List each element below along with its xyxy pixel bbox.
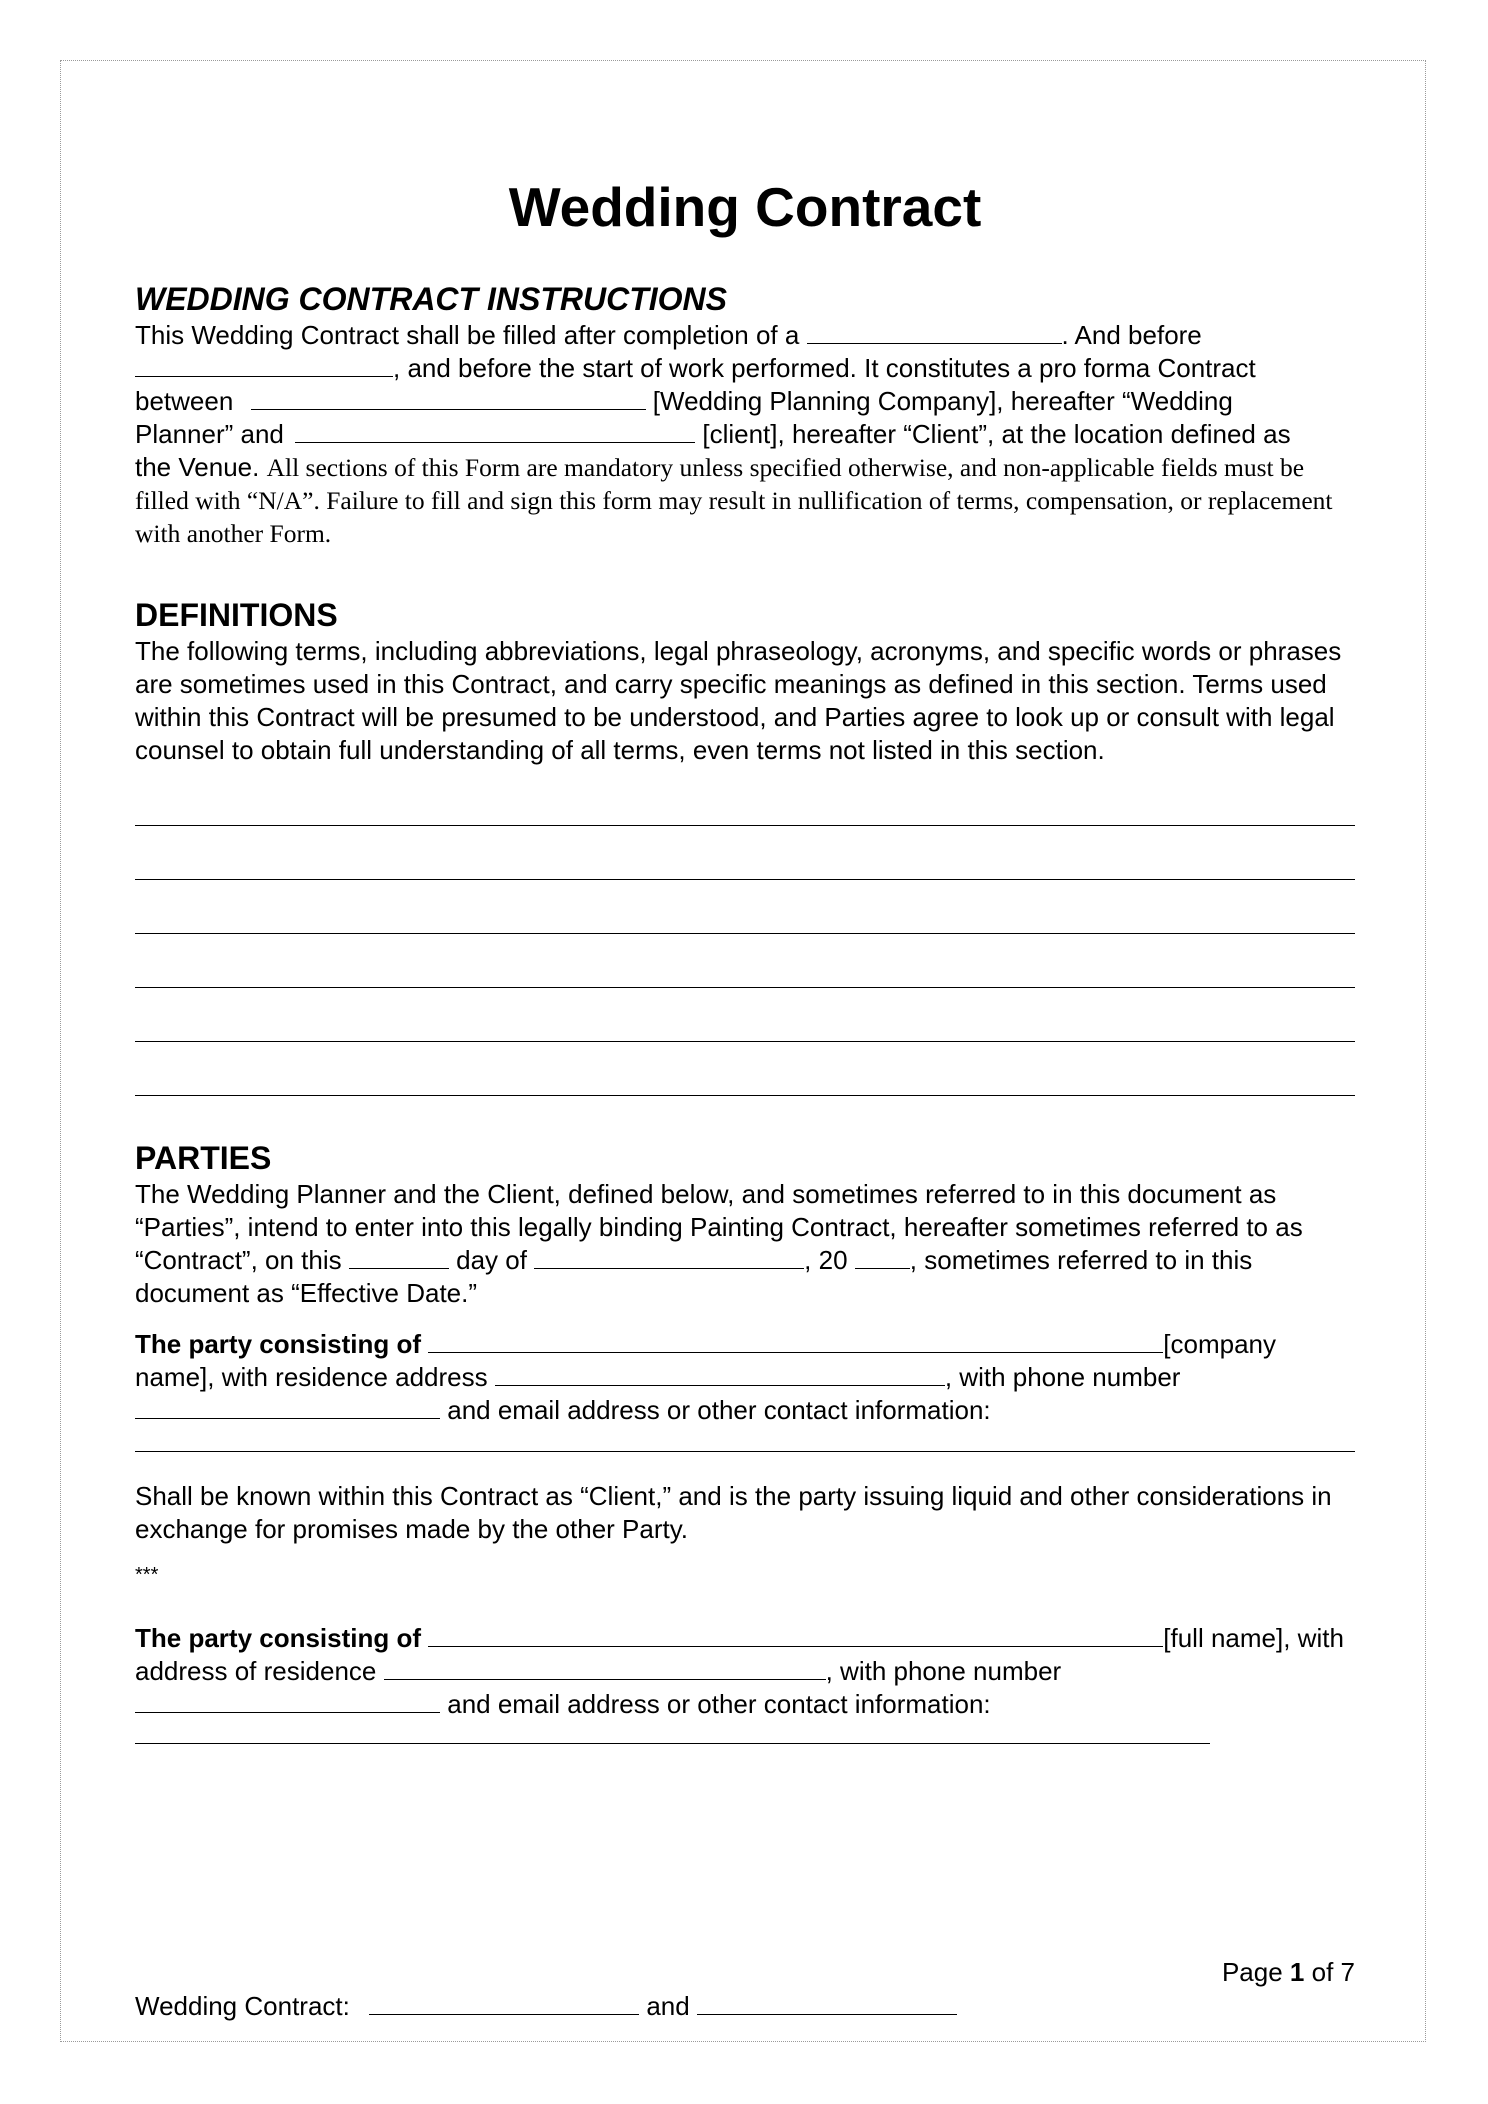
footer-party-one-blank[interactable] (369, 1990, 639, 2015)
party-one-text-b: , with phone number (944, 1362, 1181, 1392)
client-definition: Shall be known within this Contract as “Client,” and is the party issuing liquid and other considerations in exchange for promises made by the other Party. (135, 1481, 1332, 1544)
instructions-line-5 (135, 451, 1355, 550)
party-two-text-c: , with phone number (825, 1656, 1062, 1686)
footer-contract-line (135, 1990, 957, 2022)
document-body (135, 175, 1355, 1744)
instructions-line-3 (135, 385, 1355, 418)
planning-company-blank[interactable] (251, 385, 646, 410)
phone-number-blank-2[interactable] (135, 1688, 440, 1713)
contact-info-line-1[interactable] (135, 1427, 1355, 1452)
instructions-text-9: All sections of this Form are mandatory unless specified otherwise, and non-applicable fields must be filled with “N/A”. Failure to fill and sign this form may result in nullification of terms, compensation, or replacement with another Form. (135, 453, 1333, 548)
footer-party-two-blank[interactable] (697, 1990, 957, 2015)
party-one-text-c: and email address or other contact information: (447, 1395, 991, 1425)
instructions-text-7: [client], hereafter “Client”, at the location defined as (702, 419, 1291, 449)
instructions-heading: WEDDING CONTRACT INSTRUCTIONS (135, 281, 727, 317)
party-two-text-d: and email address or other contact information: (447, 1689, 991, 1719)
page-label: Page (1221, 1957, 1283, 1987)
definition-line-1[interactable] (135, 772, 1355, 826)
footer-contract-label: Wedding Contract: (135, 1991, 350, 2021)
party-one-block (135, 1328, 1355, 1427)
instructions-text-6: Planner” and (135, 419, 284, 449)
parties-text (135, 1178, 1355, 1310)
month-blank[interactable] (534, 1244, 804, 1269)
party-two-text-b: with address of residence (135, 1623, 1344, 1686)
party-two-text-a: [full name], (1163, 1623, 1291, 1653)
completion-blank[interactable] (807, 319, 1062, 344)
parties-text-2: day of (456, 1245, 527, 1275)
definition-line-2[interactable] (135, 826, 1355, 880)
instructions-line-2 (135, 352, 1355, 385)
instructions-text-3: , and before the start of work performed. It constitutes a pro forma Contract (393, 353, 1256, 383)
page-current: 1 (1289, 1957, 1305, 1987)
parties-text-3: , 20 (804, 1245, 848, 1275)
definition-line-5[interactable] (135, 988, 1355, 1042)
residence-address-blank-2[interactable] (384, 1655, 826, 1680)
footer-and: and (646, 1991, 690, 2021)
definition-line-3[interactable] (135, 880, 1355, 934)
definitions-heading: DEFINITIONS (135, 597, 338, 633)
party-two-lead: The party consisting of (135, 1623, 422, 1653)
instructions-text-2: . And before (1061, 320, 1202, 350)
full-name-blank[interactable] (428, 1622, 1163, 1647)
page-of: of (1311, 1957, 1334, 1987)
instructions-line-1 (135, 319, 1355, 352)
party-two-block (135, 1622, 1355, 1721)
parties-text-1: The Wedding Planner and the Client, defined below, and sometimes referred to in this document as “Parties”, intend to enter into this legally binding Painting Contract, hereafter sometimes referred to as “Contract”, on this (135, 1179, 1303, 1275)
instructions-text-5: [Wedding Planning Company], hereafter “Wedding (652, 386, 1233, 416)
before-blank[interactable] (135, 352, 393, 377)
definition-line-6[interactable] (135, 1042, 1355, 1096)
parties-text-4: , sometimes referred to in this document as “Effective Date.” (135, 1245, 1253, 1308)
page-number (1222, 1957, 1355, 1988)
definitions-text: The following terms, including abbreviations, legal phraseology, acronyms, and specific words or phrases are sometimes used in this Contract, and carry specific meanings as defined in this section. Terms used within this Contract will be presumed to be understood, and Parties agree to look up or consult with legal counsel to obtain full understanding of all terms, even terms not listed in this section. (135, 636, 1342, 765)
instructions-text-8: the Venue. (135, 452, 260, 482)
page-total: 7 (1340, 1957, 1355, 1987)
instructions-text-1: This Wedding Contract shall be filled after completion of a (135, 320, 800, 350)
phone-number-blank[interactable] (135, 1394, 440, 1419)
contact-info-line-2[interactable] (135, 1721, 1210, 1744)
instructions-line-4 (135, 418, 1355, 451)
party-one-lead: The party consisting of (135, 1329, 422, 1359)
definition-line-4[interactable] (135, 934, 1355, 988)
parties-heading: PARTIES (135, 1140, 272, 1176)
document-title: Wedding Contract (508, 176, 982, 238)
client-blank[interactable] (295, 418, 695, 443)
party-one-text-a: [company name], with residence address (135, 1329, 1276, 1392)
instructions-text-4: between (135, 386, 234, 416)
year-blank[interactable] (855, 1244, 910, 1269)
section-separator: *** (135, 1564, 159, 1586)
residence-address-blank[interactable] (495, 1361, 945, 1386)
company-name-blank[interactable] (428, 1328, 1163, 1353)
day-blank[interactable] (349, 1244, 449, 1269)
